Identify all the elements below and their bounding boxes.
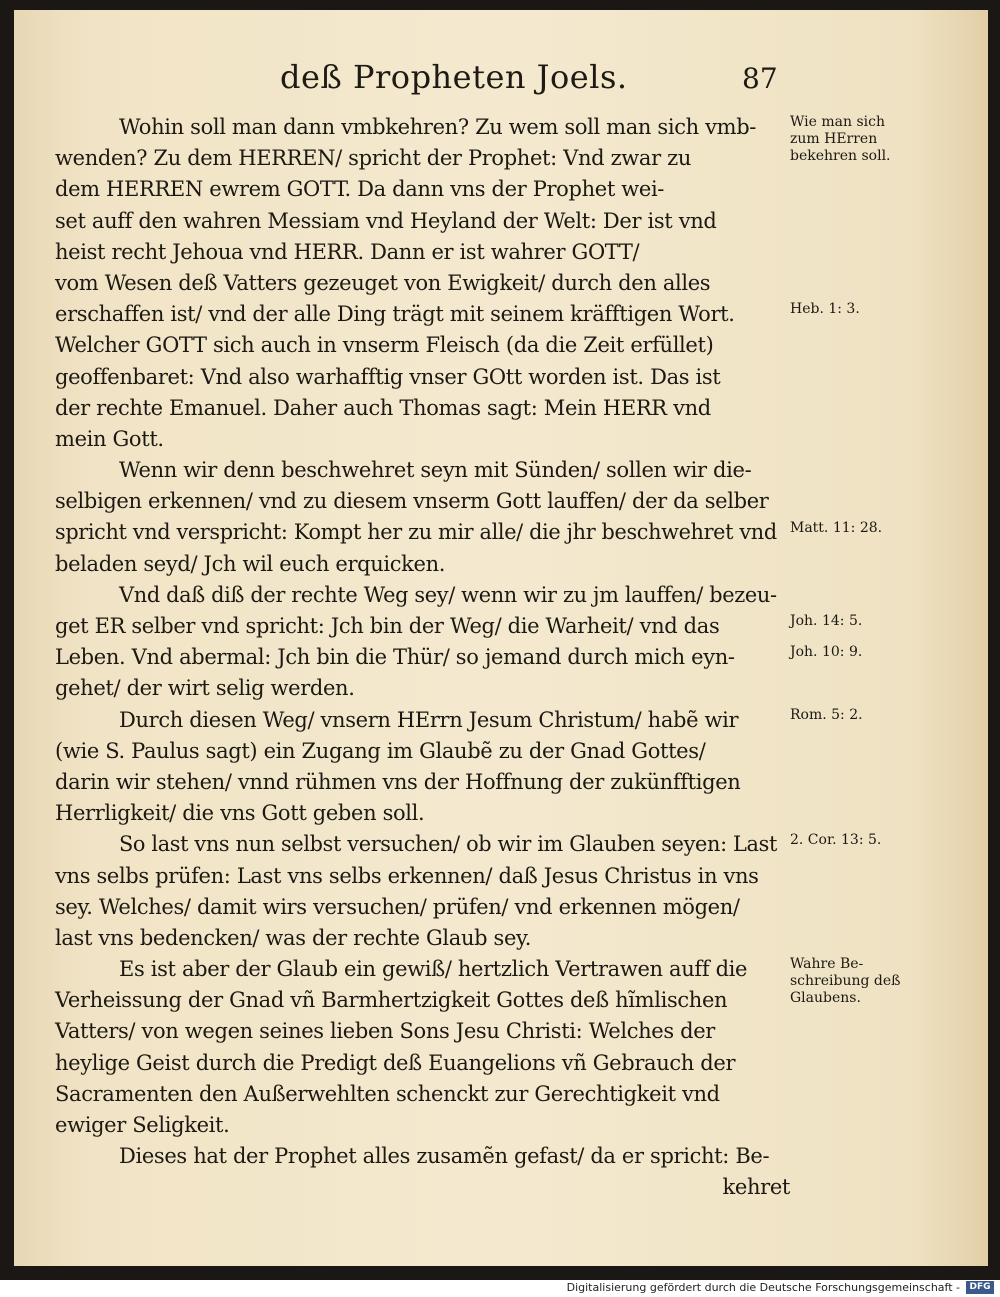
text-line: Vatters/ von wegen seines lieben Sons Jesu Christi: Welches der [55, 1019, 715, 1044]
text-line: der rechte Emanuel. Daher auch Thomas sagt: Mein HERR vnd [55, 395, 711, 420]
text-line: Wenn wir denn beschwehret seyn mit Sünden/ sollen wir die- [119, 458, 752, 483]
page-header-title: deß Propheten Joels. [280, 58, 628, 96]
text-line: heylige Geist durch die Predigt deß Euangelions vñ Gebrauch der [55, 1050, 736, 1075]
margin-note [790, 832, 881, 849]
margin-note-line: Rom. 5: 2. [790, 706, 863, 723]
funding-notice: Digitalisierung gefördert durch die Deutsche Forschungsgemeinschaft - [566, 1281, 960, 1294]
text-line: wenden? Zu dem HERREN/ spricht der Prophet: Vnd zwar zu [55, 146, 692, 171]
text-line: gehet/ der wirt selig werden. [55, 676, 355, 701]
margin-note [790, 520, 882, 537]
text-line: ewiger Seligkeit. [55, 1113, 230, 1137]
margin-note [790, 613, 862, 630]
margin-note-line: bekehren soll. [790, 148, 891, 164]
margin-note-line: Wahre Be- [790, 956, 864, 973]
text-line: Durch diesen Weg/ vnsern HErrn Jesum Christum/ habẽ wir [119, 707, 739, 732]
text-line: Vnd daß diß der rechte Weg sey/ wenn wir zu jm lauffen/ bezeu- [119, 582, 777, 607]
text-line: get ER selber vnd spricht: Jch bin der Weg/ die Warheit/ vnd das [55, 614, 720, 638]
text-line: sey. Welches/ damit wirs versuchen/ prüfen/ vnd erkennen mögen/ [55, 894, 740, 919]
margin-note-line: Matt. 11: 28. [790, 519, 883, 536]
text-line: kehret [722, 1175, 790, 1200]
body-text [55, 112, 790, 1204]
margin-note-line: Joh. 14: 5. [790, 613, 863, 630]
margin-note-line: Joh. 10: 9. [790, 644, 863, 661]
text-line: Verheissung der Gnad vñ Barmhertzigkeit Gottes deß hĩmlischen [55, 988, 728, 1013]
text-line: spricht vnd verspricht: Kompt her zu mir alle/ die jhr beschwehret vnd [55, 520, 777, 545]
text-line: Dieses hat der Prophet alles zusamẽn gefast/ da er spricht: Be- [119, 1144, 770, 1169]
margin-note [790, 644, 862, 661]
text-line: mein Gott. [55, 426, 164, 451]
margin-note-line: Glaubens. [790, 990, 861, 1007]
margin-note [790, 301, 860, 318]
text-line: Herrligkeit/ die vns Gott geben soll. [55, 801, 425, 826]
text-line: Es ist aber der Glaub ein gewiß/ hertzlich Vertrawen auff die [119, 957, 748, 982]
text-line: geoffenbaret: Vnd also warhafftig vnser GOtt worden ist. Das ist [55, 364, 721, 389]
text-line: set auff den wahren Messiam vnd Heyland der Welt: Der ist vnd [55, 208, 717, 233]
text-line: Welcher GOTT sich auch in vnserm Fleisch (da die Zeit erfüllet) [55, 333, 714, 358]
text-line: vns selbs prüfen: Last vns selbs erkennen/ daß Jesus Christus in vns [55, 863, 759, 888]
margin-note-line: Wie man sich [790, 114, 885, 130]
margin-note [790, 956, 901, 1007]
scan-border-left [0, 0, 14, 1280]
margin-note [790, 707, 863, 724]
text-line: Sacramenten den Außerwehlten schenckt zur Gerechtigkeit vnd [55, 1081, 720, 1106]
text-line: Leben. Vnd abermal: Jch bin die Thür/ so jemand durch mich eyn- [55, 645, 735, 670]
text-line: beladen seyd/ Jch wil euch erquicken. [55, 551, 446, 576]
text-line: erschaffen ist/ vnd der alle Ding trägt mit seinem kräfftigen Wort. [55, 302, 735, 327]
page-number: 87 [742, 62, 778, 95]
text-line: dem HERREN ewrem GOTT. Da dann vns der Prophet wei- [55, 177, 665, 202]
text-line: Wohin soll man dann vmbkehren? Zu wem soll man sich vmb- [119, 115, 757, 139]
text-line: darin wir stehen/ vnnd rühmen vns der Hoffnung der zukünfftigen [55, 769, 741, 794]
scan-border-right [988, 0, 1000, 1280]
scan-border-bottom [0, 1266, 1000, 1280]
scan-border-top [0, 0, 1000, 10]
text-line: selbigen erkennen/ vnd zu diesem vnserm Gott lauffen/ der da selber [55, 489, 769, 514]
text-line: last vns bedencken/ was der rechte Glaub sey. [55, 925, 532, 950]
text-line: (wie S. Paulus sagt) ein Zugang im Glaubẽ zu der Gnad Gottes/ [55, 738, 706, 763]
margin-note [790, 114, 891, 165]
text-line: heist recht Jehoua vnd HERR. Dann er ist wahrer GOTT/ [55, 239, 640, 264]
text-line: vom Wesen deß Vatters gezeuget von Ewigkeit/ durch den alles [55, 270, 711, 295]
dfg-logo: DFG [966, 1281, 994, 1294]
margin-note-line: Heb. 1: 3. [790, 301, 860, 318]
text-line: So last vns nun selbst versuchen/ ob wir im Glauben seyen: Last [119, 832, 777, 857]
margin-note-line: 2. Cor. 13: 5. [790, 831, 882, 848]
footer-bar [0, 1280, 1000, 1297]
margin-note-line: schreibung deß [790, 973, 901, 990]
margin-note-line: zum HErren [790, 131, 878, 147]
